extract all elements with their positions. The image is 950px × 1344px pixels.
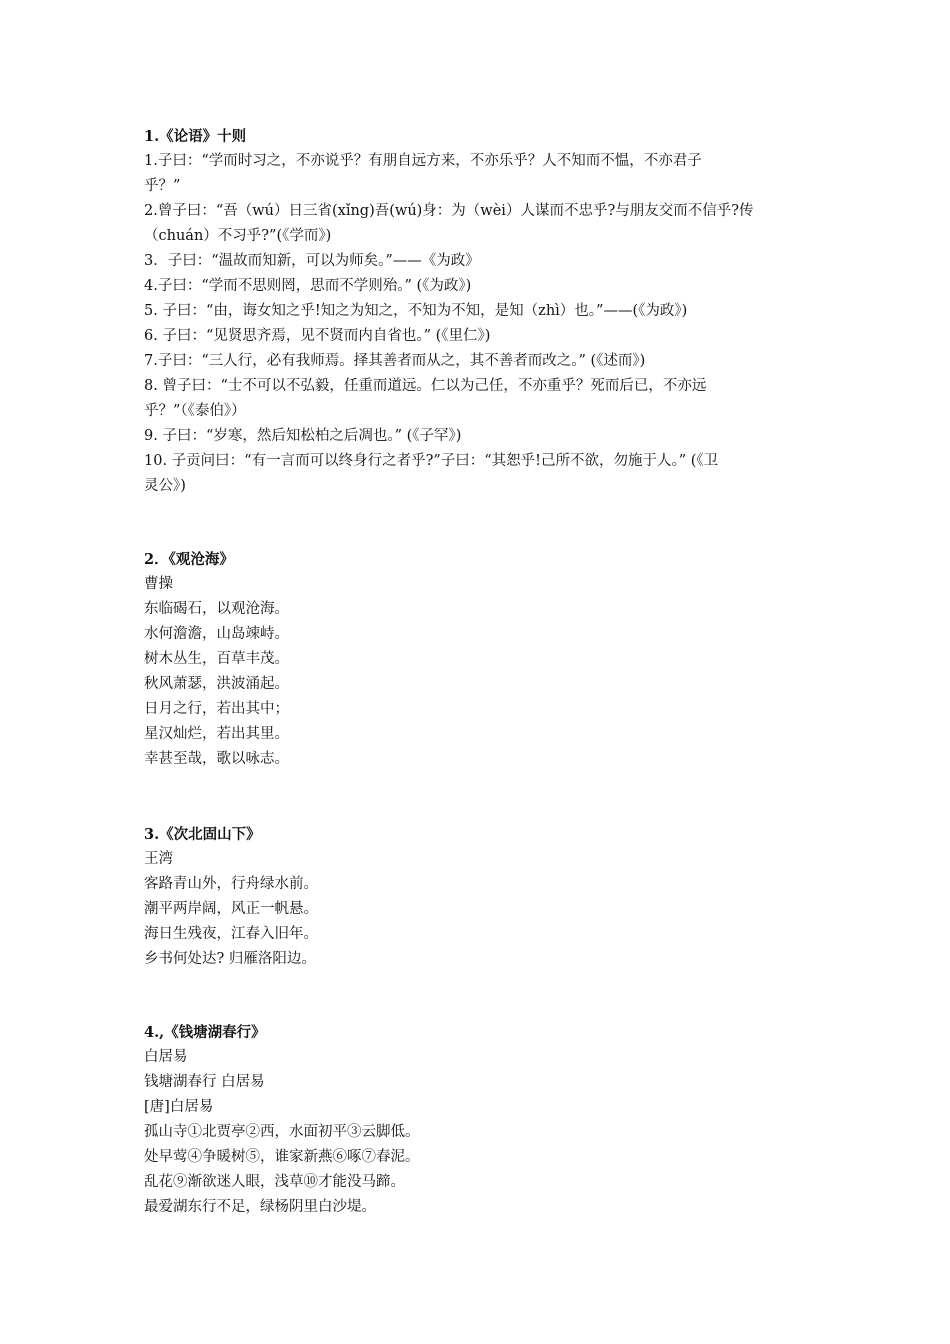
section-title: 1.《论语》十则: [144, 128, 247, 145]
poem-line: 潮平两岸阔，风正一帆悬。: [144, 901, 318, 917]
poem-line: 客路青山外，行舟绿水前。: [144, 876, 318, 892]
text-line: 灵公》): [144, 478, 186, 494]
poem-line: 乱花⑨渐欲迷人眼，浅草⑩才能没马蹄。: [144, 1174, 405, 1190]
section-guancanghai: [144, 547, 812, 772]
section-lunyu: [144, 124, 812, 499]
text-line: 10. 子贡问曰：“有一言而可以终身行之者乎?”子曰：“其恕乎!己所不欲，勿施于人。” (《卫: [144, 453, 719, 469]
section-spacer: [144, 499, 812, 547]
section-spacer: [144, 772, 812, 822]
section-title: 3.《次北固山下》: [144, 826, 261, 843]
author-line: 王湾: [144, 851, 173, 867]
text-line: 8. 曾子曰：“士不可以不弘毅，任重而道远。仁以为己任，不亦重乎？死而后已，不亦远: [144, 378, 707, 394]
poem-line: 乡书何处达? 归雁洛阳边。: [144, 951, 316, 967]
poem-line: 处早莺④争暖树⑤，谁家新燕⑥啄⑦春泥。: [144, 1149, 420, 1165]
text-line: 3．子曰：“温故而知新，可以为师矣。”——《为政》: [144, 253, 480, 269]
poem-line: 星汉灿烂，若出其里。: [144, 726, 289, 742]
text-line: 9. 子曰：“岁寒，然后知松柏之后凋也。” (《子罕》): [144, 428, 462, 444]
poem-line: 水何澹澹，山岛竦峙。: [144, 626, 289, 642]
poem-line: 东临碣石，以观沧海。: [144, 601, 289, 617]
poem-line: 最爱湖东行不足，绿杨阴里白沙堤。: [144, 1199, 376, 1215]
poem-line: 日月之行，若出其中；: [144, 701, 289, 717]
section-qiantanghuchunxing: [144, 1020, 812, 1220]
text-line: 乎？”（《泰伯》）: [144, 403, 246, 419]
poem-line: 幸甚至哉，歌以咏志。: [144, 751, 289, 767]
text-line: 4.子曰：“学而不思则罔，思而不学则殆。” (《为政》): [144, 278, 472, 294]
author-line: 白居易: [144, 1049, 188, 1065]
text-line: 乎？”: [144, 178, 181, 194]
section-title: 4.,《钱塘湖春行》: [144, 1024, 266, 1041]
poem-line: 孤山寺①北贾亭②西，水面初平③云脚低。: [144, 1124, 420, 1140]
text-line: 2.曾子曰：“吾（wú）日三省(xǐng)吾(wú)身：为（wèi）人谋而不忠乎?与朋友交而不信乎?传: [144, 203, 754, 219]
text-line: 1.子曰：“学而时习之，不亦说乎？有朋自远方来，不亦乐乎？人不知而不愠，不亦君子: [144, 153, 702, 169]
poem-line: 秋风萧瑟，洪波涌起。: [144, 676, 289, 692]
poem-line: 树木丛生，百草丰茂。: [144, 651, 289, 667]
text-line: （chuán）不习乎?”(《学而》): [144, 228, 332, 244]
subtitle-line: 钱塘湖春行 白居易: [144, 1074, 265, 1090]
dynasty-line: [唐]白居易: [144, 1099, 214, 1115]
text-line: 5. 子曰：“由，诲女知之乎!知之为知之，不知为不知，是知（zhì）也。”——(《为政》): [144, 303, 688, 319]
section-spacer: [144, 972, 812, 1020]
document-content: [144, 124, 812, 1220]
author-line: 曹操: [144, 576, 173, 592]
section-title: 2．《观沧海》: [144, 551, 234, 568]
section-cibeigushanxia: [144, 822, 812, 972]
text-line: 7.子曰：“三人行，必有我师焉。择其善者而从之，其不善者而改之。” (《述而》): [144, 353, 646, 369]
poem-line: 海日生残夜，江春入旧年。: [144, 926, 318, 942]
text-line: 6. 子曰：“见贤思齐焉，见不贤而内自省也。” (《里仁》): [144, 328, 491, 344]
